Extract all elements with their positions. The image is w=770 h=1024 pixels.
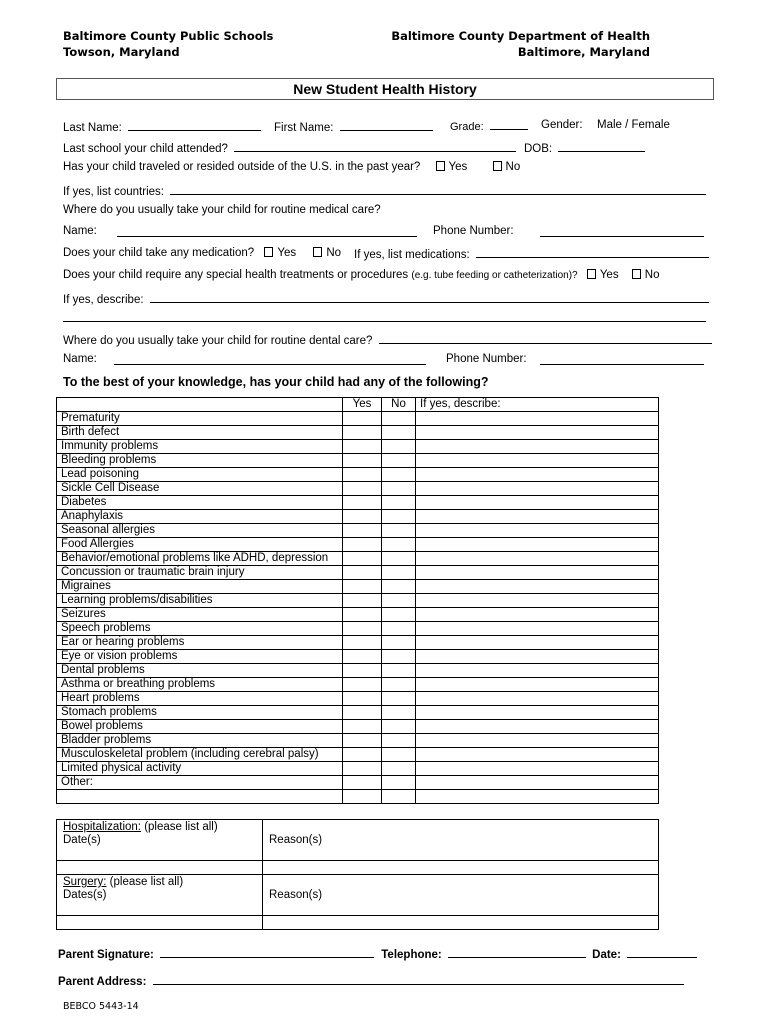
hospitalization-dates-label: Date(s) [63,834,101,846]
condition-yes-cell[interactable] [343,678,382,692]
condition-no-cell[interactable] [382,622,416,636]
surgery-date-cell[interactable] [57,916,263,930]
date-label: Date: [592,949,621,961]
traveled-yes-checkbox[interactable] [436,161,445,171]
medication-no-checkbox[interactable] [313,247,322,257]
surgery-reasons-label: Reason(s) [269,889,323,901]
condition-no-cell[interactable] [382,510,416,524]
condition-row [57,734,659,748]
condition-describe-cell[interactable] [416,538,659,552]
condition-describe-cell[interactable] [416,524,659,538]
condition-describe-cell[interactable] [416,762,659,776]
condition-row [57,468,659,482]
condition-yes-cell[interactable] [343,412,382,426]
condition-describe-cell[interactable] [416,566,659,580]
condition-yes-cell[interactable] [343,468,382,482]
condition-row [57,706,659,720]
condition-label: Heart problems [57,692,343,706]
medications-list-label: If yes, list medications: [354,249,470,261]
condition-describe-cell[interactable] [416,594,659,608]
header-left-location: Towson, Maryland [63,45,180,59]
condition-row [57,678,659,692]
condition-yes-cell[interactable] [343,454,382,468]
condition-label: Seasonal allergies [57,524,343,538]
first-name-field[interactable] [340,119,433,131]
condition-yes-cell[interactable] [343,622,382,636]
condition-yes-cell[interactable] [343,776,382,790]
conditions-header-row [57,398,659,412]
surgery-dates-header [57,875,263,916]
condition-row [57,650,659,664]
condition-describe-cell[interactable] [416,706,659,720]
condition-label: Other: [57,776,343,790]
surgery-reason-cell[interactable] [263,916,659,930]
special-no-checkbox[interactable] [632,269,641,279]
condition-no-cell[interactable] [382,594,416,608]
condition-yes-cell[interactable] [343,538,382,552]
hospitalization-entry-row[interactable] [57,861,659,875]
condition-no-cell[interactable] [382,496,416,510]
medical-name-field[interactable] [117,225,417,237]
address-field[interactable] [153,973,684,985]
dental-phone-field[interactable] [540,353,704,365]
medications-list-field[interactable] [476,246,709,258]
condition-yes-cell[interactable] [343,650,382,664]
condition-describe-cell[interactable] [416,720,659,734]
medication-yes-label: Yes [277,247,297,259]
telephone-field[interactable] [448,946,586,958]
dental-name-label: Name: [63,353,97,365]
first-name-label: First Name: [274,122,334,134]
special-yes-label: Yes [599,269,619,281]
condition-no-cell[interactable] [382,734,416,748]
condition-no-cell[interactable] [382,440,416,454]
condition-no-cell[interactable] [382,566,416,580]
condition-no-cell[interactable] [382,678,416,692]
condition-row [57,510,659,524]
traveled-row [63,161,520,173]
address-row [58,973,684,988]
condition-no-cell[interactable] [382,454,416,468]
gender-options[interactable]: Male / Female [597,119,670,131]
condition-describe-cell[interactable] [416,636,659,650]
condition-label: Musculoskeletal problem (including cerebral palsy) [57,748,343,762]
condition-describe-cell[interactable] [416,440,659,454]
dob-field[interactable] [558,140,645,152]
condition-describe-cell[interactable] [416,734,659,748]
condition-label: Seizures [57,608,343,622]
condition-no-cell[interactable] [382,664,416,678]
describe-col-header: If yes, describe: [416,398,659,412]
condition-label: Migraines [57,580,343,594]
condition-describe-cell[interactable] [416,426,659,440]
last-school-field[interactable] [234,140,516,152]
traveled-question: Has your child traveled or resided outside of the U.S. in the past year? [63,161,421,173]
condition-label: Dental problems [57,664,343,678]
condition-describe-cell[interactable] [416,468,659,482]
condition-describe-cell[interactable] [416,412,659,426]
condition-yes-cell[interactable] [343,706,382,720]
condition-no-cell[interactable] [382,748,416,762]
condition-row [57,426,659,440]
header-right-org: Baltimore County Department of Health [391,29,650,43]
condition-row [57,496,659,510]
grade-field[interactable] [490,118,528,130]
condition-no-cell[interactable] [382,524,416,538]
condition-describe-cell[interactable] [416,776,659,790]
condition-label: Eye or vision problems [57,650,343,664]
condition-blank-cell[interactable] [416,790,659,804]
condition-label: Lead poisoning [57,468,343,482]
no-col-header: No [382,398,416,412]
condition-row [57,762,659,776]
surgery-label: Surgery: [63,876,107,888]
hospitalization-surgery-table [56,819,659,930]
condition-yes-cell[interactable] [343,692,382,706]
condition-label: Immunity problems [57,440,343,454]
condition-row [57,720,659,734]
condition-describe-cell[interactable] [416,552,659,566]
condition-no-cell[interactable] [382,776,416,790]
condition-row-blank [57,790,659,804]
header-left [63,28,273,60]
traveled-yes-label: Yes [448,161,468,173]
condition-yes-cell[interactable] [343,734,382,748]
medication-no-label: No [326,247,342,259]
header-left-org: Baltimore County Public Schools [63,29,274,43]
last-name-label: Last Name: [63,122,122,134]
hospitalization-note: (please list all) [144,821,218,833]
condition-label: Bladder problems [57,734,343,748]
medication-row [63,247,341,259]
gender-label: Gender: [541,119,583,131]
condition-yes-cell[interactable] [343,748,382,762]
medical-phone-label: Phone Number: [433,225,514,237]
describe-label: If yes, describe: [63,294,144,306]
condition-label: Limited physical activity [57,762,343,776]
condition-label: Behavior/emotional problems like ADHD, depression [57,552,343,566]
condition-blank-cell[interactable] [343,790,382,804]
condition-describe-cell[interactable] [416,496,659,510]
condition-row [57,692,659,706]
condition-row [57,636,659,650]
surgery-note: (please list all) [109,876,184,888]
condition-no-cell[interactable] [382,720,416,734]
last-name-field[interactable] [128,119,261,131]
conditions-body [57,412,659,804]
condition-row [57,580,659,594]
dob-row [524,140,645,155]
last-school-row [63,140,516,155]
special-no-label: No [644,269,660,281]
special-treatments-example: (e.g. tube feeding or catheterization)? [411,270,578,281]
condition-col-header [57,398,343,412]
condition-yes-cell[interactable] [343,510,382,524]
condition-yes-cell[interactable] [343,496,382,510]
hospitalization-label: Hospitalization: [63,821,141,833]
hospitalization-reasons-header [263,820,659,861]
condition-no-cell[interactable] [382,692,416,706]
dental-phone-label: Phone Number: [446,353,527,365]
condition-describe-cell[interactable] [416,650,659,664]
condition-describe-cell[interactable] [416,454,659,468]
condition-yes-cell[interactable] [343,762,382,776]
hospitalization-reasons-label: Reason(s) [269,834,323,846]
condition-describe-cell[interactable] [416,608,659,622]
condition-row [57,538,659,552]
condition-label: Concussion or traumatic brain injury [57,566,343,580]
special-treatments-row [63,269,659,281]
condition-describe-cell[interactable] [416,678,659,692]
condition-no-cell[interactable] [382,650,416,664]
condition-no-cell[interactable] [382,412,416,426]
hospitalization-reason-cell[interactable] [263,861,659,875]
condition-describe-cell[interactable] [416,692,659,706]
condition-no-cell[interactable] [382,706,416,720]
condition-no-cell[interactable] [382,580,416,594]
condition-yes-cell[interactable] [343,720,382,734]
first-name-row [274,119,433,134]
surgery-reasons-header [263,875,659,916]
countries-row [63,183,706,198]
page-title: New Student Health History [56,78,714,100]
condition-yes-cell[interactable] [343,552,382,566]
condition-row [57,524,659,538]
condition-label: Bleeding problems [57,454,343,468]
condition-row [57,552,659,566]
condition-label: Stomach problems [57,706,343,720]
condition-blank-cell[interactable] [57,790,343,804]
condition-row [57,608,659,622]
condition-label: Anaphylaxis [57,510,343,524]
date-field[interactable] [627,946,697,958]
condition-no-cell[interactable] [382,468,416,482]
surgery-dates-label: Dates(s) [63,889,107,901]
condition-describe-cell[interactable] [416,748,659,762]
form-code: BEBCO 5443-14 [63,1001,139,1012]
grade-row [450,118,528,133]
dental-care-row [63,332,712,347]
condition-no-cell[interactable] [382,762,416,776]
condition-no-cell[interactable] [382,636,416,650]
condition-no-cell[interactable] [382,538,416,552]
address-label: Parent Address: [58,976,147,988]
condition-yes-cell[interactable] [343,594,382,608]
condition-label: Prematurity [57,412,343,426]
countries-field[interactable] [170,183,706,195]
condition-yes-cell[interactable] [343,636,382,650]
dental-care-question: Where do you usually take your child for routine dental care? [63,335,373,347]
condition-yes-cell[interactable] [343,664,382,678]
condition-no-cell[interactable] [382,482,416,496]
describe-field[interactable] [150,291,709,303]
medical-name-label: Name: [63,225,97,237]
condition-label: Ear or hearing problems [57,636,343,650]
condition-yes-cell[interactable] [343,482,382,496]
dob-label: DOB: [524,143,553,155]
last-school-label: Last school your child attended? [63,143,228,155]
yes-col-header: Yes [343,398,382,412]
describe-row [63,291,709,306]
condition-yes-cell[interactable] [343,566,382,580]
special-treatments-question: Does your child require any special health treatments or procedures [63,269,409,281]
condition-row [57,748,659,762]
condition-row [57,440,659,454]
medical-care-question: Where do you usually take your child for routine medical care? [63,204,381,216]
condition-label: Speech problems [57,622,343,636]
condition-row [57,412,659,426]
condition-yes-cell[interactable] [343,440,382,454]
condition-describe-cell[interactable] [416,482,659,496]
describe-field-line2[interactable] [63,311,706,322]
signature-field[interactable] [160,946,374,958]
signature-row [58,946,697,961]
condition-yes-cell[interactable] [343,426,382,440]
condition-blank-cell[interactable] [382,790,416,804]
medications-list-row [354,246,709,261]
condition-row [57,776,659,790]
header-right-location: Baltimore, Maryland [517,45,650,59]
condition-no-cell[interactable] [382,426,416,440]
condition-yes-cell[interactable] [343,580,382,594]
condition-no-cell[interactable] [382,608,416,622]
condition-label: Learning problems/disabilities [57,594,343,608]
condition-describe-cell[interactable] [416,580,659,594]
medication-yes-checkbox[interactable] [264,247,273,257]
condition-describe-cell[interactable] [416,510,659,524]
signature-label: Parent Signature: [58,949,154,961]
condition-describe-cell[interactable] [416,622,659,636]
surgery-entry-row[interactable] [57,916,659,930]
condition-label: Asthma or breathing problems [57,678,343,692]
special-yes-checkbox[interactable] [587,269,596,279]
surgery-header-row [57,875,659,916]
grade-label: Grade: [450,121,484,133]
condition-describe-cell[interactable] [416,664,659,678]
last-name-row [63,119,261,134]
condition-label: Sickle Cell Disease [57,482,343,496]
condition-row [57,566,659,580]
traveled-no-label: No [505,161,521,173]
hospitalization-dates-header [57,820,263,861]
hospitalization-date-cell[interactable] [57,861,263,875]
condition-row [57,594,659,608]
condition-label: Diabetes [57,496,343,510]
medical-phone-field[interactable] [540,225,704,237]
condition-row [57,454,659,468]
dental-care-field[interactable] [379,332,712,344]
header-right [391,28,650,60]
countries-label: If yes, list countries: [63,186,164,198]
condition-no-cell[interactable] [382,552,416,566]
traveled-no-checkbox[interactable] [493,161,502,171]
condition-row [57,622,659,636]
condition-label: Bowel problems [57,720,343,734]
hospitalization-header-row [57,820,659,861]
telephone-label: Telephone: [381,949,442,961]
condition-label: Birth defect [57,426,343,440]
condition-row [57,664,659,678]
conditions-table [56,397,659,804]
medication-question: Does your child take any medication? [63,247,255,259]
conditions-heading: To the best of your knowledge, has your child had any of the following? [63,375,489,389]
condition-yes-cell[interactable] [343,524,382,538]
condition-label: Food Allergies [57,538,343,552]
dental-name-field[interactable] [114,353,426,365]
condition-row [57,482,659,496]
condition-yes-cell[interactable] [343,608,382,622]
